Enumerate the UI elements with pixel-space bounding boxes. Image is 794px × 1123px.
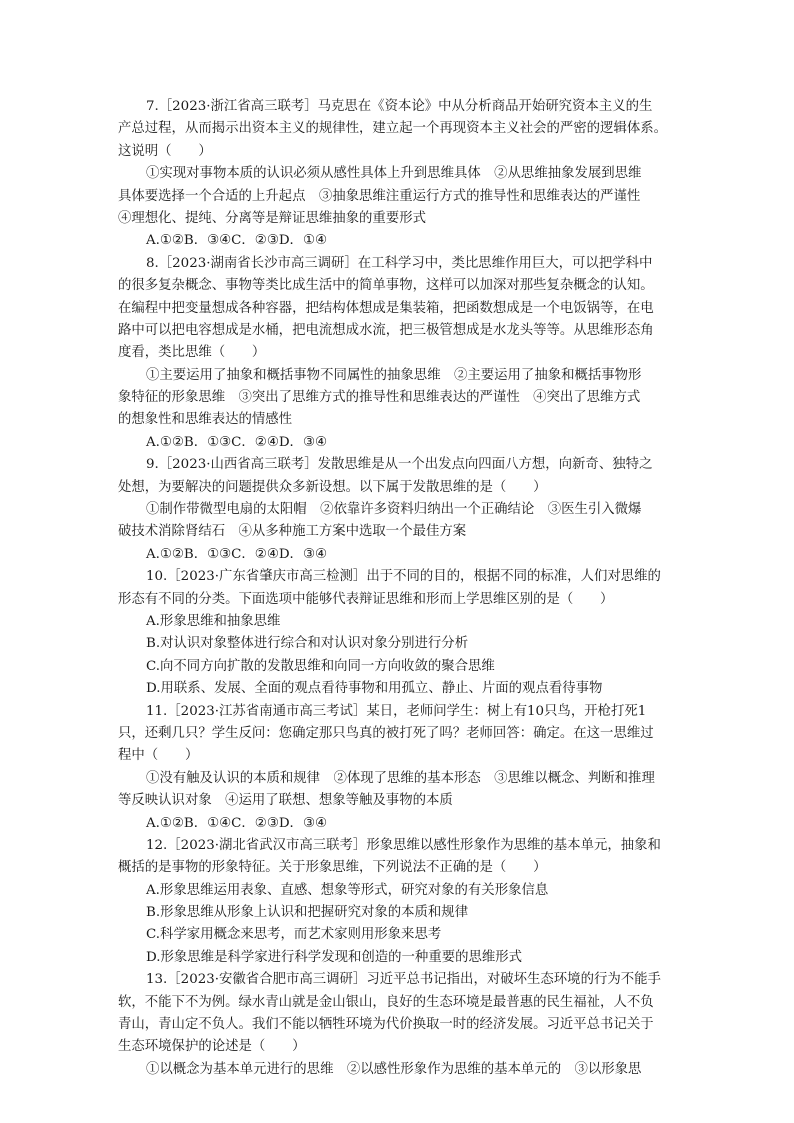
- question-stem-line: 这说明（ ）: [118, 143, 212, 159]
- question-stem-line: 11.［2023·江苏省南通市高三考试］某日，老师问学生：树上有10只鸟，开枪打死1: [146, 703, 647, 719]
- question-stem-line: 形态有不同的分类。下面选项中能够代表辩证思维和形而上学思维区别的是（ ）: [118, 591, 614, 607]
- question-list: [118, 96, 678, 1081]
- statement-line: ①主要运用了抽象和概括事物不同属性的抽象思维 ②主要运用了抽象和概括事物形: [146, 367, 642, 383]
- question-stem-line: 度看，类比思维（ ）: [118, 345, 266, 361]
- answer-option-a: A.形象思维和抽象思维: [146, 613, 281, 629]
- answer-option-d: D.形象思维是科学家进行科学发现和创造的一种重要的思维形式: [146, 949, 523, 965]
- answer-options: A.①②B．①④C．②③D．③④: [146, 815, 327, 831]
- answer-options: A.①②B．③④C．②③D．①④: [146, 233, 327, 249]
- question-stem-line: 的很多复杂概念、事物等类比成生活中的简单事物，这样可以加深对那些复杂概念的认知。: [118, 278, 654, 294]
- question-stem-line: 在编程中把变量想成各种容器，把结构体想成是集装箱，把函数想成是一个电饭锅等，在电: [118, 300, 654, 316]
- question-stem-line: 7.［2023·浙江省高三联考］马克思在《资本论》中从分析商品开始研究资本主义的生: [146, 99, 653, 114]
- answer-option-b: B.形象思维从形象上认识和把握研究对象的本质和规律: [146, 905, 469, 921]
- question-stem-line: 产总过程，从而揭示出资本主义的规律性，建立起一个再现资本主义社会的严密的逻辑体系。: [118, 121, 668, 137]
- answer-options: A.①②B．①③C．②④D．③④: [146, 434, 327, 450]
- question-stem-line: 只，还剩几只？学生反问：您确定那只鸟真的被打死了吗？老师回答：确定。在这一思维过: [118, 725, 654, 741]
- question-stem-line: 处想，为要解决的问题提供众多新设想。以下属于发散思维的是（ ）: [118, 479, 547, 495]
- question-7: [118, 96, 678, 253]
- question-10: [118, 566, 678, 700]
- question-stem-line: 生态环境保护的论述是（ ）: [118, 1039, 306, 1055]
- statement-line: ①实现对事物本质的认识必须从感性具体上升到思维具体 ②从思维抽象发展到思维: [146, 166, 642, 182]
- question-stem-line: 13.［2023·安徽省合肥市高三调研］习近平总书记指出，对破坏生态环境的行为不能手: [146, 972, 661, 988]
- question-9: [118, 454, 678, 566]
- statement-line: ①制作带微型电扇的太阳帽 ②依靠许多资料归纳出一个正确结论 ③医生引入微爆: [146, 502, 642, 518]
- answer-option-c: C.向不同方向扩散的发散思维和向同一方向收敛的聚合思维: [146, 658, 495, 674]
- question-13: [118, 969, 678, 1081]
- question-stem-line: 软，不能下不为例。绿水青山就是金山银山，良好的生态环境是最普惠的民生福祉，人不负: [118, 994, 654, 1010]
- answer-options: A.①②B．①③C．②④D．③④: [146, 546, 327, 562]
- question-stem-line: 青山，青山定不负人。我们不能以牺牲环境为代价换取一时的经济发展。习近平总书记关于: [118, 1017, 654, 1033]
- question-11: [118, 701, 678, 835]
- answer-option-a: A.形象思维运用表象、直感、想象等形式，研究对象的有关形象信息: [146, 882, 549, 898]
- statement-line: ①没有触及认识的本质和规律 ②体现了思维的基本形态 ③思维以概念、判断和推理: [146, 770, 655, 786]
- statement-line: 的想象性和思维表达的情感性: [118, 412, 293, 428]
- question-8: [118, 253, 678, 455]
- question-stem-line: 程中（ ）: [118, 748, 199, 764]
- statement-line: 等反映认识对象 ④运用了联想、想象等触及事物的本质: [118, 793, 453, 809]
- answer-option-d: D.用联系、发展、全面的观点看待事物和用孤立、静止、片面的观点看待事物: [146, 681, 603, 697]
- answer-option-b: B.对认识对象整体进行综合和对认识对象分别进行分析: [146, 636, 469, 652]
- statement-line: 具体要选择一个合适的上升起点 ③抽象思维注重运行方式的推导性和思维表达的严谨性: [118, 188, 641, 204]
- statement-line: 象特征的形象思维 ③突出了思维方式的推导性和思维表达的严谨性 ④突出了思维方式: [118, 390, 641, 406]
- question-stem-line: 概括的是事物的形象特征。关于形象思维，下列说法不正确的是（ ）: [118, 860, 547, 876]
- question-stem-line: 路中可以把电容想成是水桶，把电流想成水流，把三极管想成是水龙头等等。从思维形态角: [118, 322, 654, 338]
- question-12: [118, 835, 678, 969]
- question-stem-line: 10.［2023·广东省肇庆市高三检测］出于不同的目的，根据不同的标准，人们对思维的: [146, 569, 661, 585]
- question-stem-line: 8.［2023·湖南省长沙市高三调研］在工科学习中，类比思维作用巨大，可以把学科中: [146, 255, 653, 271]
- statement-line: ①以概念为基本单元进行的思维 ②以感性形象作为思维的基本单元的 ③以形象思: [146, 1061, 642, 1077]
- question-stem-line: 12.［2023·湖北省武汉市高三联考］形象思维以感性形象作为思维的基本单元，抽象和: [146, 837, 661, 853]
- question-stem-line: 9.［2023·山西省高三联考］发散思维是从一个出发点向四面八方想，向新奇、独特之: [146, 457, 653, 473]
- answer-option-c: C.科学家用概念来思考，而艺术家则用形象来思考: [146, 927, 442, 943]
- statement-line: 破技术消除肾结石 ④从多种施工方案中选取一个最佳方案: [118, 524, 467, 540]
- statement-line: ④理想化、提纯、分离等是辩证思维抽象的重要形式: [118, 210, 426, 226]
